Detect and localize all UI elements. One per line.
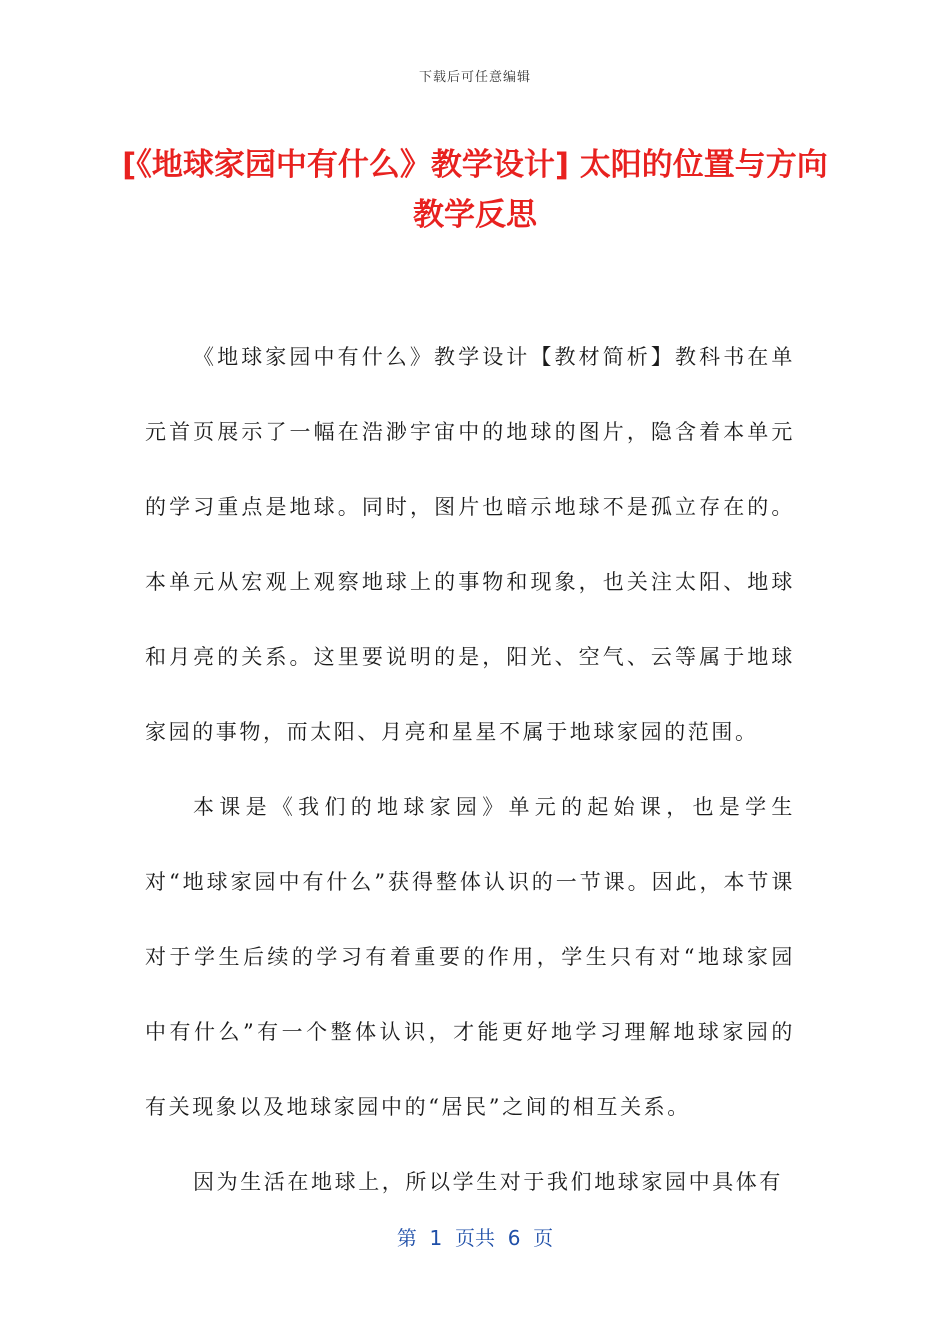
page-number-footer: 第 1 页共 6 页 xyxy=(396,1226,554,1250)
document-body xyxy=(145,320,795,1220)
document-title: [《地球家园中有什么》教学设计] 太阳的位置与方向教学反思 xyxy=(122,147,828,233)
body-paragraph: 因为生活在地球上，所以学生对于我们地球家园中具体有 xyxy=(193,1170,783,1194)
body-paragraph: 《地球家园中有什么》教学设计【教材简析】教科书在单元首页展示了一幅在浩渺宇宙中的地球的图片，隐含着本单元的学习重点是地球。同时，图片也暗示地球不是孤立存在的。本单元从宏观上观察地球上的事物和现象，也关注太阳、地球和月亮的关系。这里要说明的是，阳光、空气、云等属于地球家园的事物，而太阳、月亮和星星不属于地球家园的范围。 xyxy=(145,345,795,744)
body-paragraph: 本课是《我们的地球家园》单元的起始课，也是学生对“地球家园中有什么”获得整体认识的一节课。因此，本节课对于学生后续的学习有着重要的作用，学生只有对“地球家园中有什么”有一个整体认识，才能更好地学习理解地球家园的有关现象以及地球家园中的“居民”之间的相互关系。 xyxy=(145,795,795,1119)
page-header-note: 下载后可任意编辑 xyxy=(418,70,531,85)
